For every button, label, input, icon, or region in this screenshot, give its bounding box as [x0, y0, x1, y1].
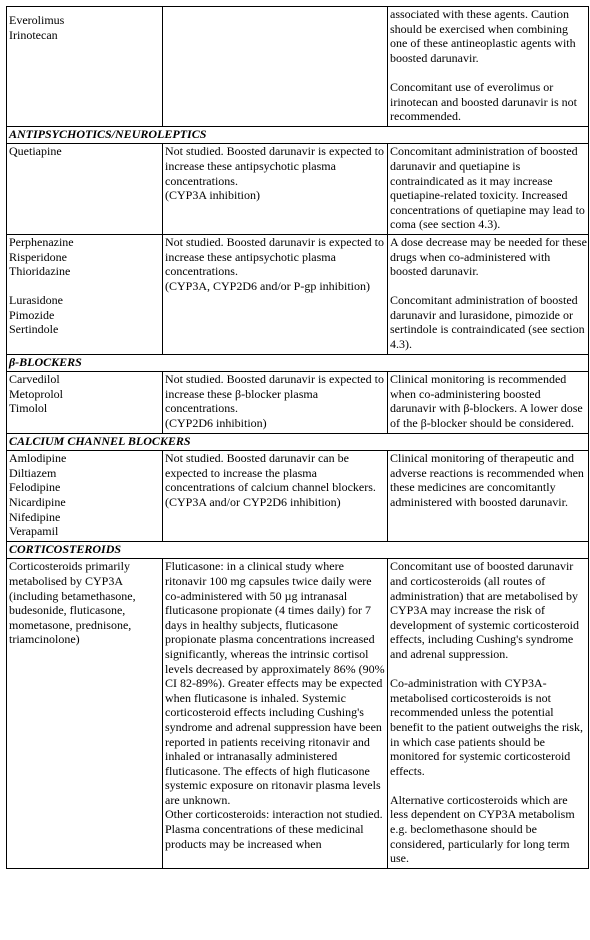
recommendation-text: Concomitant use of boosted darunavir and corticosteroids (all routes of administration) that are metabolised by CYP3A may increase the risk of development of systemic corticosteroid effects, including Cushing's syndrome and adrenal suppression.: [390, 559, 579, 661]
drug-name: Timolol: [9, 401, 48, 416]
recommendation-text: Co-administration with CYP3A-metabolised corticosteroids is not recommended unless the potential benefit to the patient outweighs the risk, in which case patients should be monitored for systemic corticosteroid effects.: [390, 676, 583, 778]
effect-text: Fluticasone: in a clinical study where ritonavir 100 mg capsules twice daily were co-administered with 50 µg intranasal fluticasone propionate (4 times daily) for 7 days in healthy subjects, fluticasone propionate plasma concentrations increased significantly, whereas the intrinsic cortisol levels decreased by approximately 86% (90% CI 82-89%). Greater effects may be expected when fluticasone is inhaled. Systemic corticosteroid effects including Cushing's syndrome and adrenal suppression have been reported in patients receiving ritonavir and inhaled or intranasally administered fluticasone. The effects of high fluticasone systemic exposure on ritonavir plasma levels are unknown.: [165, 559, 385, 807]
effect-text: Not studied. Boosted darunavir is expected to increase these β-blocker plasma concentrations.: [165, 372, 384, 416]
drug-name: Nifedipine: [9, 509, 61, 524]
recommendation-cell: [388, 451, 589, 542]
recommendation-cell: [388, 372, 589, 433]
drug-name: Perphenazine: [9, 234, 74, 249]
drug-name: Thioridazine: [9, 264, 71, 279]
drug-name: Sertindole: [9, 322, 59, 337]
drug-row: [7, 234, 589, 354]
drug-cell: [7, 451, 163, 542]
recommendation-cell: [388, 234, 589, 354]
category-row: [7, 354, 589, 372]
drug-name: Corticosteroids primarily metabolised by CYP3A (including betamethasone, budesonide, fluticasone, mometasone, prednisone, triamcinolone): [9, 559, 136, 647]
drug-name: Metoprolol: [9, 386, 63, 401]
effect-cell: [163, 372, 388, 433]
drug-row: [7, 7, 589, 127]
drug-row: [7, 372, 589, 433]
recommendation-text: Clinical monitoring of therapeutic and adverse reactions is recommended when these medicines are concomitantly administered with boosted darunavir.: [390, 451, 584, 509]
drug-name: Felodipine: [9, 480, 61, 495]
drug-row: [7, 451, 589, 542]
effect-text: (CYP3A inhibition): [165, 188, 261, 203]
effect-cell: [163, 7, 388, 127]
drug-row: [7, 559, 589, 868]
drug-cell: [7, 144, 163, 235]
effect-text: Other corticosteroids: interaction not studied. Plasma concentrations of these medicinal products may be increased when: [165, 807, 383, 851]
drug-name: Quetiapine: [9, 144, 62, 159]
effect-cell: [163, 451, 388, 542]
recommendation-cell: [388, 144, 589, 235]
effect-text: Not studied. Boosted darunavir is expected to increase these antipsychotic plasma concentrations.: [165, 144, 384, 188]
recommendation-text: Alternative corticosteroids which are less dependent on CYP3A metabolism e.g. beclomethasone should be considered, particularly for long term use.: [390, 792, 575, 866]
drug-row: [7, 144, 589, 235]
drug-name: Amlodipine: [9, 451, 67, 466]
interaction-table: [6, 6, 589, 869]
category-heading: ANTIPSYCHOTICS/NEUROLEPTICS: [7, 126, 589, 144]
effect-cell: [163, 144, 388, 235]
drug-name: Irinotecan: [9, 27, 58, 42]
recommendation-text: A dose decrease may be needed for these drugs when co-administered with boosted darunavir.: [390, 234, 587, 279]
effect-text: (CYP3A and/or CYP2D6 inhibition): [165, 495, 341, 509]
drug-cell: [7, 559, 163, 868]
drug-cell: [7, 372, 163, 433]
effect-text: Not studied. Boosted darunavir can be expected to increase the plasma concentrations of calcium channel blockers.: [165, 451, 376, 495]
drug-name: Lurasidone: [9, 293, 63, 308]
drug-name: Risperidone: [9, 249, 67, 264]
effect-text: (CYP3A, CYP2D6 and/or P-gp inhibition): [165, 278, 371, 293]
category-row: [7, 126, 589, 144]
drug-name: Everolimus: [9, 13, 65, 27]
drug-cell: [7, 234, 163, 354]
category-row: [7, 541, 589, 559]
drug-cell: [7, 7, 163, 127]
interaction-table-body: [7, 7, 589, 869]
effect-text: (CYP2D6 inhibition): [165, 416, 267, 431]
category-heading: CORTICOSTEROIDS: [7, 541, 589, 559]
drug-name: Carvedilol: [9, 372, 60, 387]
recommendation-text: Concomitant use of everolimus or irinotecan and boosted darunavir is not recommended.: [390, 79, 577, 124]
recommendation-text: associated with these agents. Caution should be exercised when combining one of these antineoplastic agents with boosted darunavir.: [390, 7, 576, 65]
category-row: [7, 433, 589, 451]
category-heading: CALCIUM CHANNEL BLOCKERS: [7, 433, 589, 451]
effect-cell: [163, 234, 388, 354]
drug-name: Diltiazem: [9, 465, 57, 480]
recommendation-cell: [388, 7, 589, 127]
drug-name: Nicardipine: [9, 495, 66, 509]
recommendation-text: Clinical monitoring is recommended when co-administering boosted darunavir with β-blockers. A lower dose of the β-blocker should be considered.: [390, 372, 583, 431]
recommendation-cell: [388, 559, 589, 868]
recommendation-text: Concomitant administration of boosted darunavir and lurasidone, pimozide or sertindole is contraindicated (see section 4.3).: [390, 293, 585, 352]
category-heading: β-BLOCKERS: [7, 354, 589, 372]
effect-cell: [163, 559, 388, 868]
drug-group: [9, 235, 161, 279]
drug-name: Pimozide: [9, 307, 55, 322]
drug-group: [9, 293, 161, 337]
recommendation-text: Concomitant administration of boosted darunavir and quetiapine is contraindicated as it may increase quetiapine-related toxicity. Increased concentrations of quetiapine may lead to coma (see section 4.3).: [390, 144, 585, 232]
drug-name: Verapamil: [9, 524, 59, 539]
effect-text: Not studied. Boosted darunavir is expected to increase these antipsychotic plasma concentrations.: [165, 234, 384, 279]
